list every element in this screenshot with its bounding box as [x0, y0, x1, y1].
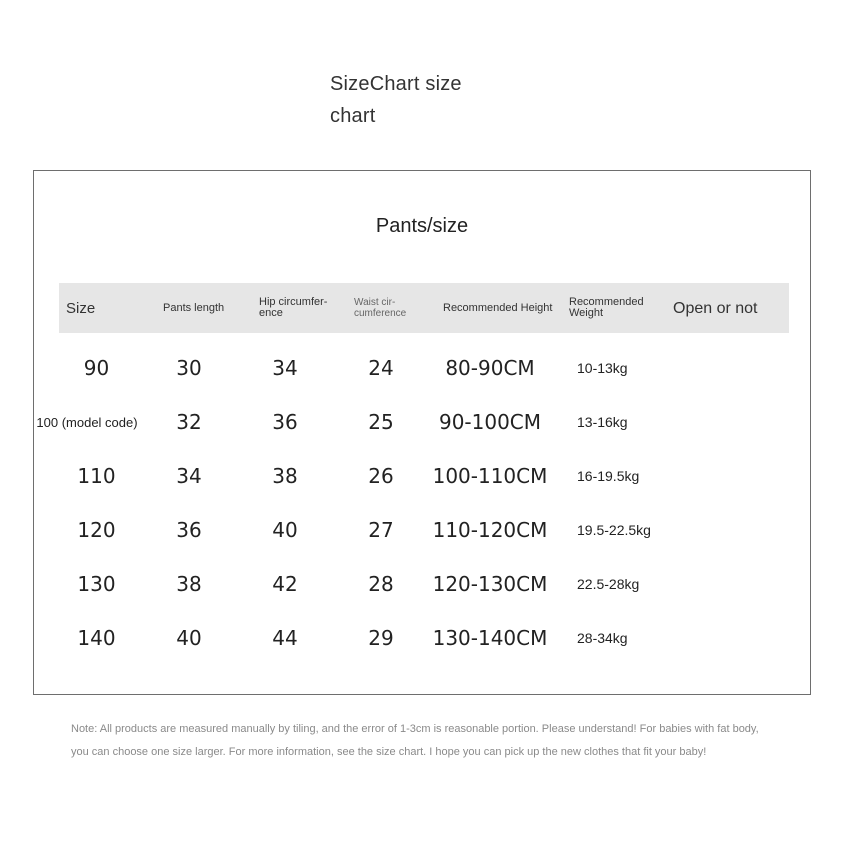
cell-height: 120-130CM [432, 572, 548, 596]
cell-open [684, 557, 784, 611]
footnote-line1: Note: All products are measured manually by tiling, and the error of 1-3cm is reasonable portion. Please understand! For babies with fat body, [71, 723, 759, 735]
cell-weight: 28-34kg [577, 630, 628, 646]
table-row [34, 395, 810, 449]
cell-size: 130 [77, 572, 116, 596]
cell-length: 38 [176, 572, 202, 596]
cell-length: 30 [176, 356, 202, 380]
cell-weight: 19.5-22.5kg [577, 522, 651, 538]
table-row [34, 503, 810, 557]
cell-size: 100 (model code) [36, 414, 138, 430]
cell-open [684, 449, 784, 503]
cell-open [684, 611, 784, 665]
page-title-line1: SizeChart size [330, 73, 462, 95]
cell-length: 34 [176, 464, 202, 488]
header-pants-length: Pants length [163, 301, 225, 314]
table-title: Pants/size [375, 215, 469, 237]
cell-size: 140 [77, 626, 116, 650]
table-row [34, 611, 810, 665]
footnote [71, 718, 791, 764]
cell-size: 90 [83, 356, 110, 380]
page-title [330, 68, 550, 132]
size-table-card [33, 170, 811, 695]
header-open: Open or not [673, 299, 758, 317]
cell-hip: 44 [272, 626, 298, 650]
table-header [59, 283, 789, 333]
cell-hip: 40 [272, 518, 298, 542]
page-title-line2: chart [330, 105, 376, 127]
cell-waist: 27 [368, 518, 394, 542]
cell-weight: 13-16kg [577, 414, 628, 430]
header-size: Size [66, 299, 96, 317]
header-waist: Waist cir-cumference [354, 297, 407, 319]
cell-size: 110 [77, 464, 116, 488]
cell-weight: 10-13kg [577, 360, 628, 376]
table-row [34, 449, 810, 503]
cell-waist: 24 [368, 356, 394, 380]
cell-length: 36 [176, 518, 202, 542]
cell-waist: 29 [368, 626, 394, 650]
cell-height: 110-120CM [432, 518, 548, 542]
cell-waist: 26 [368, 464, 394, 488]
cell-length: 40 [176, 626, 202, 650]
cell-open [684, 503, 784, 557]
cell-weight: 22.5-28kg [577, 576, 640, 592]
cell-waist: 25 [368, 410, 394, 434]
cell-size: 120 [77, 518, 116, 542]
cell-height: 130-140CM [432, 626, 548, 650]
cell-open [684, 395, 784, 449]
cell-hip: 34 [272, 356, 298, 380]
table-row [34, 341, 810, 395]
cell-hip: 36 [272, 410, 298, 434]
cell-weight: 16-19.5kg [577, 468, 640, 484]
cell-height: 80-90CM [445, 356, 535, 380]
cell-hip: 38 [272, 464, 298, 488]
header-height: Recommended Height [443, 301, 553, 314]
cell-hip: 42 [272, 572, 298, 596]
cell-waist: 28 [368, 572, 394, 596]
cell-height: 90-100CM [438, 410, 542, 434]
table-row [34, 557, 810, 611]
header-weight: Recommended Weight [569, 296, 644, 319]
cell-length: 32 [176, 410, 202, 434]
cell-open [684, 341, 784, 395]
header-hip: Hip circumfer-ence [259, 296, 328, 319]
footnote-line2: you can choose one size larger. For more information, see the size chart. I hope you can pick up the new clothes that fit your baby! [71, 746, 707, 758]
cell-height: 100-110CM [432, 464, 548, 488]
